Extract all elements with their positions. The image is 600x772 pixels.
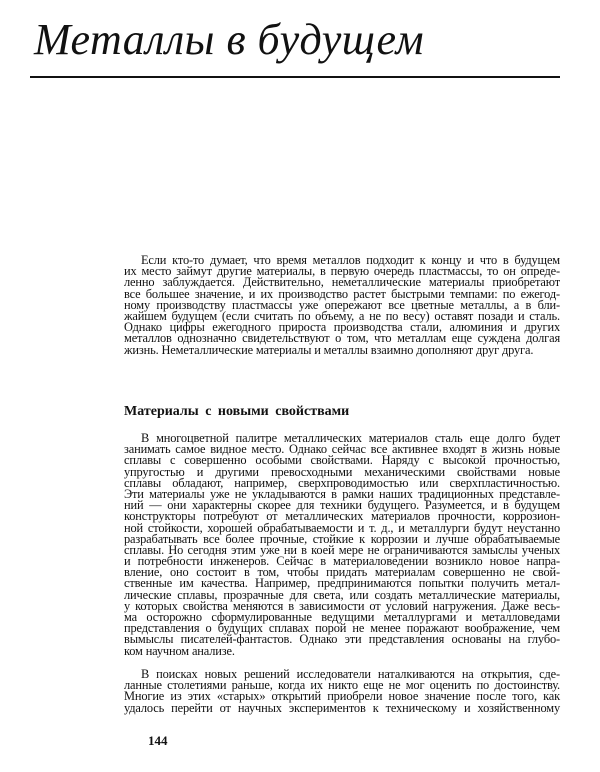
text-line: сплавы с совершенно особыми свойствами. Наряду с высокой прочностью, [124,453,560,468]
text-line: Однако цифры ежегодного прироста производства стали, алюминия и других [124,320,560,335]
text-line: жайшем будущем (если считать по объему, а не по весу) оставят позади и сталь. [124,308,560,323]
text-line: металлов однозначно свидетельствуют о том, что металлам еще суждена долгая [124,331,560,346]
text-line: ланные столетиями раньше, когда их никто еще не мог оценить по достоинству. [124,678,560,693]
text-line: все большее значение, и их производство растет быстрыми темпами: по ежегод- [124,286,560,301]
text-line: у которых свойства меняются в зависимости от условий нагружения. Даже весь- [124,598,560,613]
page-number: 144 [148,733,168,748]
text-line: ственные им качества. Например, предпринимаются попытки получить метал- [124,576,560,591]
paragraph-intro [124,255,560,356]
title-rule [30,76,560,78]
text-line: ма осторожно сформулированные ведущими металлургами и металловедами [124,610,560,624]
text-line: ленно заблуждается. Действительно, неметаллические материалы приобретают [124,275,560,290]
text-line: Эти материалы уже не укладываются в рамки наших традиционных представле- [124,486,560,501]
text-line: Многие из этих «старых» открытий приобрели новое значение после того, как [124,689,560,704]
text-line: В поисках новых решений исследователи наталкиваются на открытия, сде- [141,667,560,681]
text-line: и потребности инженеров. Сейчас в материаловедении возникло новое напра- [124,554,560,569]
section-heading: Материалы с новыми свойствами [124,404,350,419]
text-line: ний — они характерны скорее для техники будущего. Разумеется, и в будущем [124,498,560,513]
text-line: жизнь. Неметаллические материалы и металлы взаимно дополняют друг друга. [124,342,534,357]
text-line: представления о будущих сплавах порой не менее поражают воображение, чем [124,621,560,636]
text-line: В многоцветной палитре металлических материалов сталь еще долго будет [141,431,560,445]
text-line: конструкторы потребуют от металлических материалов прочности, коррозион- [124,509,560,524]
text-line: сплавы. Но сегодня этим уже ни в коей мере не ограничиваются замыслы ученых [124,542,560,557]
text-line: ком научном анализе. [124,643,235,658]
text-line: ному производству пластмассы уже опережают все цветные металлы, а в бли- [124,297,560,312]
paragraph-materials [124,433,560,657]
text-line: сплавы обладают, например, сверхпроводимостью или сверхпластичностью. [124,475,560,490]
paragraph-discoveries [124,669,560,714]
chapter-title: Металлы в будущем [34,15,425,64]
text-line: занимать самое видное место. Однако сейчас все активнее входят в жизнь новые [124,442,560,457]
text-line: ной стойкости, хорошей обрабатываемости и т. д., и металлурги будут неустанно [124,520,560,535]
text-line: лические сплавы, прозрачные для света, или создать металлические материалы, [124,587,560,602]
text-line: вымыслы писателей-фантастов. Однако эти представления основаны на глубо- [124,632,560,647]
text-line: упругостью и другими превосходными механическими свойствами новые [124,464,560,479]
text-line: вление, оно состоит в том, чтобы придать материалам совершенно не свой- [124,565,560,580]
text-line: Если кто-то думает, что время металлов подходит к концу и что в будущем [141,253,560,267]
text-line: их место займут другие материалы, в первую очередь пластмассы, то он опреде- [124,264,560,279]
text-line: разрабатывать все более прочные, стойкие к коррозии и лучше обрабатываемые [124,531,560,546]
text-line: удалось перейти от научных экспериментов к техническому и хозяйственному [124,700,560,715]
